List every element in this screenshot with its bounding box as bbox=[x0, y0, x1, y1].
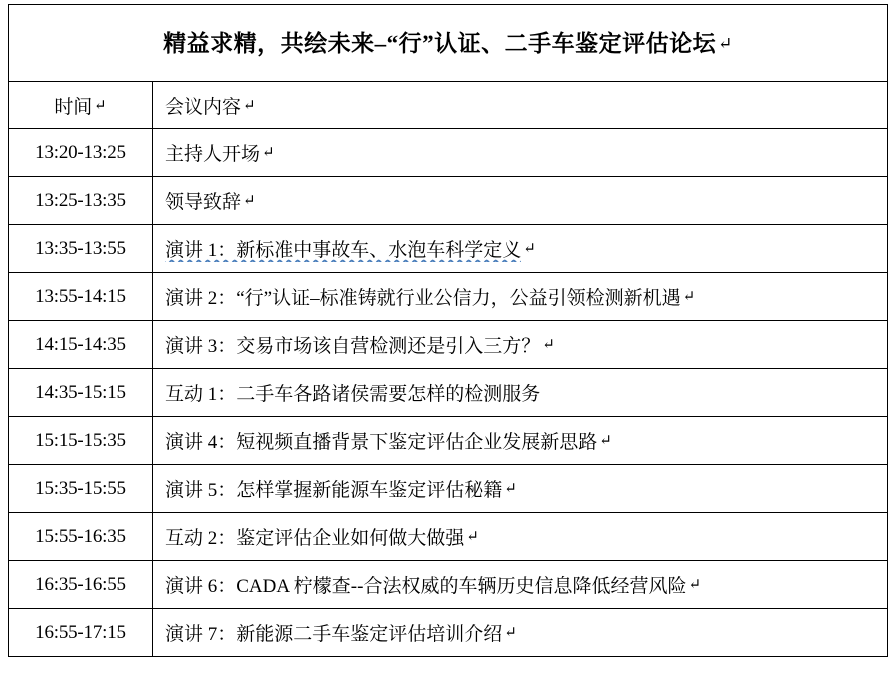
page-title: 精益求精，共绘未来–“行”认证、二手车鉴定评估论坛 bbox=[163, 30, 717, 56]
pilcrow-mark: ↵ bbox=[542, 337, 555, 353]
table-row bbox=[9, 609, 888, 657]
row-content: 演讲 5：怎样掌握新能源车鉴定评估秘籍 bbox=[165, 480, 503, 501]
header-label-content: 会议内容 bbox=[165, 96, 242, 118]
row-content: 演讲 6：CADA 柠檬查--合法权威的车辆历史信息降低经营风险 bbox=[165, 576, 687, 597]
row-time: 15:15-15:35 bbox=[35, 429, 126, 451]
row-content-cell bbox=[153, 609, 888, 657]
row-content-cell bbox=[153, 513, 888, 561]
header-cell-content bbox=[153, 82, 888, 129]
row-time-cell bbox=[9, 129, 153, 177]
row-time-cell bbox=[9, 369, 153, 417]
row-time: 15:35-15:55 bbox=[35, 477, 126, 499]
row-time: 14:35-15:15 bbox=[35, 381, 126, 403]
pilcrow-mark: ↵ bbox=[243, 97, 256, 114]
row-time: 13:55-14:15 bbox=[35, 285, 126, 307]
title-row bbox=[9, 5, 888, 82]
row-time-cell bbox=[9, 465, 153, 513]
agenda-table bbox=[8, 4, 888, 657]
header-cell-time bbox=[9, 82, 153, 129]
row-content-cell bbox=[153, 273, 888, 321]
row-time: 14:15-14:35 bbox=[35, 333, 126, 355]
row-content-cell bbox=[153, 369, 888, 417]
row-content: 互动 1：二手车各路诸侯需要怎样的检测服务 bbox=[165, 384, 541, 405]
pilcrow-mark: ↵ bbox=[466, 529, 479, 545]
pilcrow-mark: ↵ bbox=[523, 241, 536, 257]
row-content: 演讲 1：新标准中事故车、水泡车科学定义 bbox=[165, 240, 522, 261]
table-row bbox=[9, 513, 888, 561]
row-content: 领导致辞 bbox=[165, 192, 242, 213]
table-row bbox=[9, 177, 888, 225]
table-row bbox=[9, 465, 888, 513]
row-time-cell bbox=[9, 417, 153, 465]
row-time: 16:35-16:55 bbox=[35, 573, 126, 595]
document-title-cell bbox=[9, 5, 888, 82]
row-time-cell bbox=[9, 177, 153, 225]
row-time: 13:35-13:55 bbox=[35, 237, 126, 259]
pilcrow-mark: ↵ bbox=[262, 145, 275, 161]
header-label-time: 时间 bbox=[54, 96, 93, 118]
table-row bbox=[9, 369, 888, 417]
table-row bbox=[9, 225, 888, 273]
table-row bbox=[9, 561, 888, 609]
row-time-cell bbox=[9, 609, 153, 657]
row-time: 16:55-17:15 bbox=[35, 621, 126, 643]
row-content: 互动 2：鉴定评估企业如何做大做强 bbox=[165, 528, 465, 549]
row-content: 演讲 7：新能源二手车鉴定评估培训介绍 bbox=[165, 624, 503, 645]
table-header-row bbox=[9, 82, 888, 129]
pilcrow-mark: ↵ bbox=[682, 289, 696, 305]
pilcrow-mark: ↵ bbox=[688, 577, 702, 593]
pilcrow-mark: ↵ bbox=[599, 433, 612, 449]
row-content: 主持人开场 bbox=[165, 144, 261, 165]
pilcrow-mark: ↵ bbox=[94, 97, 107, 114]
row-content-cell bbox=[153, 417, 888, 465]
row-time: 13:20-13:25 bbox=[35, 141, 126, 163]
row-time-cell bbox=[9, 513, 153, 561]
row-content: 演讲 2：“行”认证–标准铸就行业公信力，公益引领检测新机遇 bbox=[165, 288, 681, 309]
row-content: 演讲 4：短视频直播背景下鉴定评估企业发展新思路 bbox=[165, 432, 598, 453]
row-content-cell bbox=[153, 321, 888, 369]
pilcrow-mark: ↵ bbox=[504, 481, 517, 497]
pilcrow-mark: ↵ bbox=[504, 625, 517, 641]
row-time: 13:25-13:35 bbox=[35, 189, 126, 211]
row-content-cell bbox=[153, 225, 888, 273]
table-row bbox=[9, 129, 888, 177]
row-content-cell bbox=[153, 177, 888, 225]
row-content-cell bbox=[153, 465, 888, 513]
agenda-table-body bbox=[9, 5, 888, 657]
pilcrow-mark: ↵ bbox=[718, 33, 733, 53]
table-row bbox=[9, 321, 888, 369]
row-content-cell bbox=[153, 129, 888, 177]
row-time-cell bbox=[9, 225, 153, 273]
row-time: 15:55-16:35 bbox=[35, 525, 126, 547]
pilcrow-mark: ↵ bbox=[243, 193, 256, 209]
row-time-cell bbox=[9, 561, 153, 609]
row-content: 演讲 3：交易市场该自营检测还是引入三方？ bbox=[165, 336, 541, 357]
row-time-cell bbox=[9, 273, 153, 321]
table-row bbox=[9, 273, 888, 321]
table-row bbox=[9, 417, 888, 465]
row-content-cell bbox=[153, 561, 888, 609]
row-time-cell bbox=[9, 321, 153, 369]
